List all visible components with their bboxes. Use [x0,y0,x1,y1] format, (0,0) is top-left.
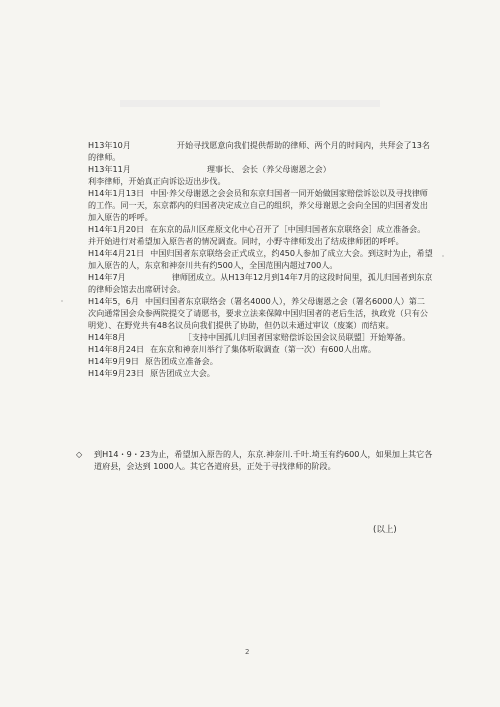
scan-speck [61,300,63,302]
timeline [88,139,433,379]
entry-date: H13年11月 [88,164,131,174]
timeline-entry [88,223,433,247]
scan-speck [442,255,444,257]
entry-text: 在东京的品川区産原文化中心召开了［中国归国者东京联络会］成立准备会。并开始进行对希望加入原告者的情况调查。同时，小野寺律师发出了结成律师团的呼呼。 [88,224,426,246]
timeline-entry [88,271,433,295]
entry-date: H14年1月13日 [88,188,145,198]
timeline-entry [88,367,433,379]
timeline-entry [88,247,433,271]
timeline-entry [88,295,433,331]
entry-date: H14年4月21日 [88,248,145,258]
entry-date: H14年5，6月 [88,296,139,306]
entry-date: H14年8月24日 [88,344,145,354]
entry-text: 开始寻找愿意向我们提供帮助的律师、两个月的时间内，共拜会了13名的律师。 [88,140,430,162]
entry-date: H14年9月23日 [88,368,145,378]
timeline-entry [88,343,433,355]
entry-text: 律师团成立。从H13年12月到14年7月的这段时间里，孤儿归国者到东京的律师会馆去出席研讨会。 [88,272,433,294]
diamond-bullet-icon: ◇ [76,449,83,459]
note-text: 到H14・9・23为止，希望加入原告的人，东京.神奈川.千叶.埼玉有约600人，如果加上其它各道府县，会达到 1000人。其它各道府县，正处于寻找律师的阶段。 [94,449,433,471]
timeline-entry [88,139,433,163]
entry-text: 中国·养父母谢恩之会会员和东京归国者一同开始做国家赔偿诉讼以及寻找律师的工作。同一天，东京都内的归国者决定成立自己的组织，养父母谢恩之会向全国的归国者发出加入原告的呼呼。 [88,188,428,222]
entry-date: H14年7月 [88,272,126,282]
closing-mark: (以上) [373,525,397,535]
entry-text: ［支持中国孤儿归国者国家赔偿诉讼国会议员联盟］开始筹备。 [183,332,411,342]
entry-date: H13年10月 [88,140,131,150]
entry-date: H14年8月 [88,332,126,342]
entry-text: 在东京和神奈川举行了集体听取调查（第一次）有600人出席。 [150,344,377,354]
entry-text: 理事长、 会长（养父母谢恩之会） [206,164,331,174]
entry-text: 原告团成立准备会。 [144,356,218,366]
timeline-entry [88,163,433,187]
timeline-entry [88,331,433,343]
faded-heading [120,96,380,110]
timeline-entry [88,187,433,223]
summary-note [76,448,436,472]
entry-text: 中国归国者东京联络会正式成立，约450人参加了成立大会。到这时为止，希望加入原告的人，东京和神奈川共有约500人，全国范围内超过700人。 [88,248,433,270]
entry-date: H14年9月9日 [88,356,139,366]
entry-text: 中国归国者东京联络会（署名4000人），养父母谢恩之会（署名6000人）第二次向通常国会众参两院提交了请愿书，要求立法来保障中国归国者的老后生活，执政党（只有公明党）、在野党共有48名议员向我们提供了协助，但仍以未通过审议（废案）而结束。 [88,296,428,330]
entry-text: 原告团成立大会。 [150,368,215,378]
timeline-entry [88,355,433,367]
entry-text-continued: 利李律师，开始真正向诉讼迈出步伐。 [88,176,226,186]
page-number: 2 [245,648,250,656]
entry-date: H14年1月20日 [88,224,145,234]
